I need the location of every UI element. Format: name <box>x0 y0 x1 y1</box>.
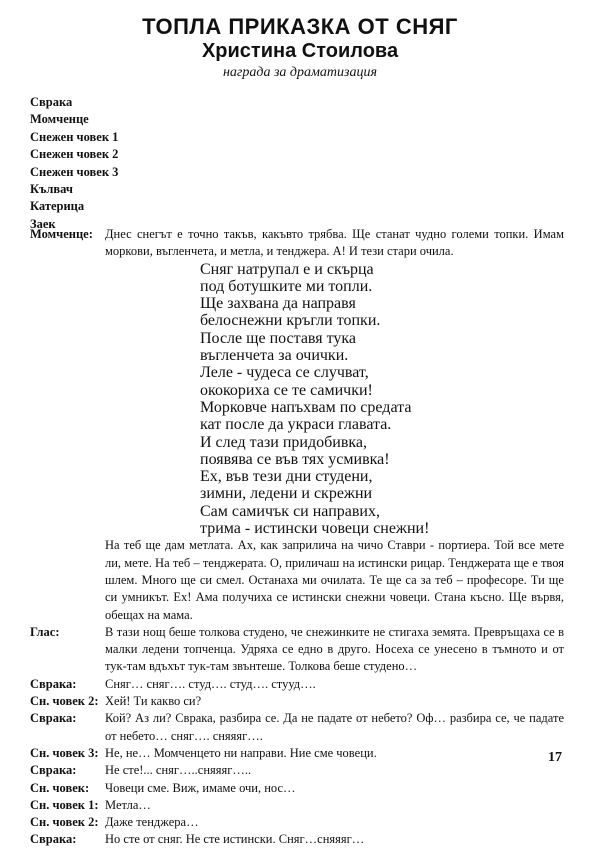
page-number: 17 <box>548 750 562 765</box>
dialogue-text: Днес снегът е точно такъв, какъвто трябва. Ще станат чудно големи топки. Имам моркови, въгленчета, и метла, и тенджера. А! И тези стари очила. <box>105 227 564 259</box>
poem-line: Леле - чудеса се случват, <box>200 364 369 382</box>
poem-line: И след тази придобивка, <box>200 433 367 451</box>
dialogue-line <box>0 745 600 762</box>
cast-item: Заек <box>30 216 56 231</box>
poem-line: Ех, във тези дни студени, <box>200 468 373 486</box>
speaker-label: Глас: <box>30 624 60 639</box>
speaker-label: Сн. човек 3: <box>30 745 99 760</box>
poem-line: кат после да украси главата. <box>200 416 392 434</box>
poem-line: под ботушките ми топли. <box>200 277 373 295</box>
cast-item: Снежен човек 2 <box>30 147 119 162</box>
speaker-label: Сврака: <box>30 832 77 847</box>
author-name: Христина Стоилова <box>201 40 399 62</box>
speaker-label: Сврака: <box>30 676 77 691</box>
speaker-label: Сврака: <box>30 763 77 778</box>
dialogue-line <box>0 226 600 261</box>
dialogue-line <box>0 710 600 745</box>
poem-line: въгленчета за очички. <box>200 347 349 365</box>
speaker-label: Сн. човек 2: <box>30 694 99 709</box>
cast-item: Момченце <box>30 112 89 127</box>
script-body <box>0 226 600 849</box>
dialogue-line <box>0 537 600 623</box>
poem-line: Сняг натрупал е и скърца <box>200 260 374 278</box>
poem-line: ококорихa се те самички! <box>200 381 373 399</box>
dialogue-line <box>0 780 600 797</box>
cast-item: Сврака <box>30 95 73 109</box>
speaker-label: Сврака: <box>30 711 77 726</box>
poem-line: белоснежни кръгли топки. <box>200 312 381 330</box>
dialogue-line <box>0 762 600 779</box>
speaker-label: Сн. човек: <box>30 780 90 795</box>
dialogue-text: Даже тенджера… <box>105 815 199 830</box>
dialogue-text: Но сте от сняг. Не сте истински. Сняг…сняяяг… <box>105 832 365 847</box>
poem-block <box>200 261 600 538</box>
dialogue-line <box>0 797 600 814</box>
dialogue-line <box>0 831 600 848</box>
poem-line: После ще поставя тука <box>200 329 357 347</box>
dialogue-text: На теб ще дам метлата. Ах, как заприлича на чичо Ставри - портиера. Той все мете ли, мете. На теб – тенджерата. О, приличаш на истински рицар. Тенджерата ще е твоя шлем. Много ще си смел. Останаха ми очилата. Те ще са за теб – професоре. Ти ще си умникът. Ех! Ама получиха се истински снежни човеци. Стана късно. Ще вървя, обещах на мама. <box>105 538 564 622</box>
dialogue-line <box>0 693 600 710</box>
dialogue-line <box>0 676 600 693</box>
dialogue-text: Сняг… сняг…. студ…. студ…. стууд…. <box>105 676 316 691</box>
dialogue-text: Кой? Аз ли? Сврака, разбира се. Да не падате от небето? Оф… разбира се, че падате от небето… сняг…. сняяяг…. <box>105 711 564 743</box>
cast-item: Снежен човек 3 <box>30 164 119 179</box>
poem-line: зимни, ледени и скрежни <box>200 485 373 503</box>
poem-line: появява се във тях усмивка! <box>200 450 390 468</box>
poem-line: Сам самичък си направих, <box>200 502 380 520</box>
cast-list <box>30 94 118 233</box>
dialogue-text: Хей! Ти какво си? <box>105 694 202 709</box>
dialogue-line <box>0 814 600 831</box>
dialogue-text: В тази нощ беше толкова студено, че снежинките не стигаха земята. Превръщаха се в малки ледени топченца. Удряха се едно в друго. Носеха се унесено в тъмното и от тук-там вдъхът тук-там звънтеше. Толкова беше студено… <box>105 624 564 674</box>
dialogue-text: Не, не… Момченцето ни направи. Ние сме човеци. <box>105 745 377 760</box>
award-subtitle: награда за драматизация <box>222 65 378 80</box>
poem-line: Ще захвана да направя <box>200 295 356 313</box>
dialogue-line <box>0 624 600 676</box>
poem-line: трима - истински човеци снежни! <box>200 520 430 538</box>
play-title: ТОПЛА ПРИКАЗКА ОТ СНЯГ <box>142 14 458 39</box>
speaker-label: Сн. човек 1: <box>30 797 99 812</box>
dialogue-text: Човеци сме. Виж, имаме очи, нос… <box>105 780 296 795</box>
speaker-label: Момченце: <box>30 227 93 241</box>
dialogue-text: Не сте!... сняг…..сняяяг….. <box>105 763 252 778</box>
cast-item: Катерица <box>30 199 85 214</box>
speaker-label: Сн. човек 2: <box>30 815 99 830</box>
poem-line: Морковче напъхвам по средата <box>200 398 412 416</box>
cast-item: Кълвач <box>30 182 73 197</box>
cast-item: Снежен човек 1 <box>30 129 119 144</box>
dialogue-text: Метла… <box>105 797 151 812</box>
